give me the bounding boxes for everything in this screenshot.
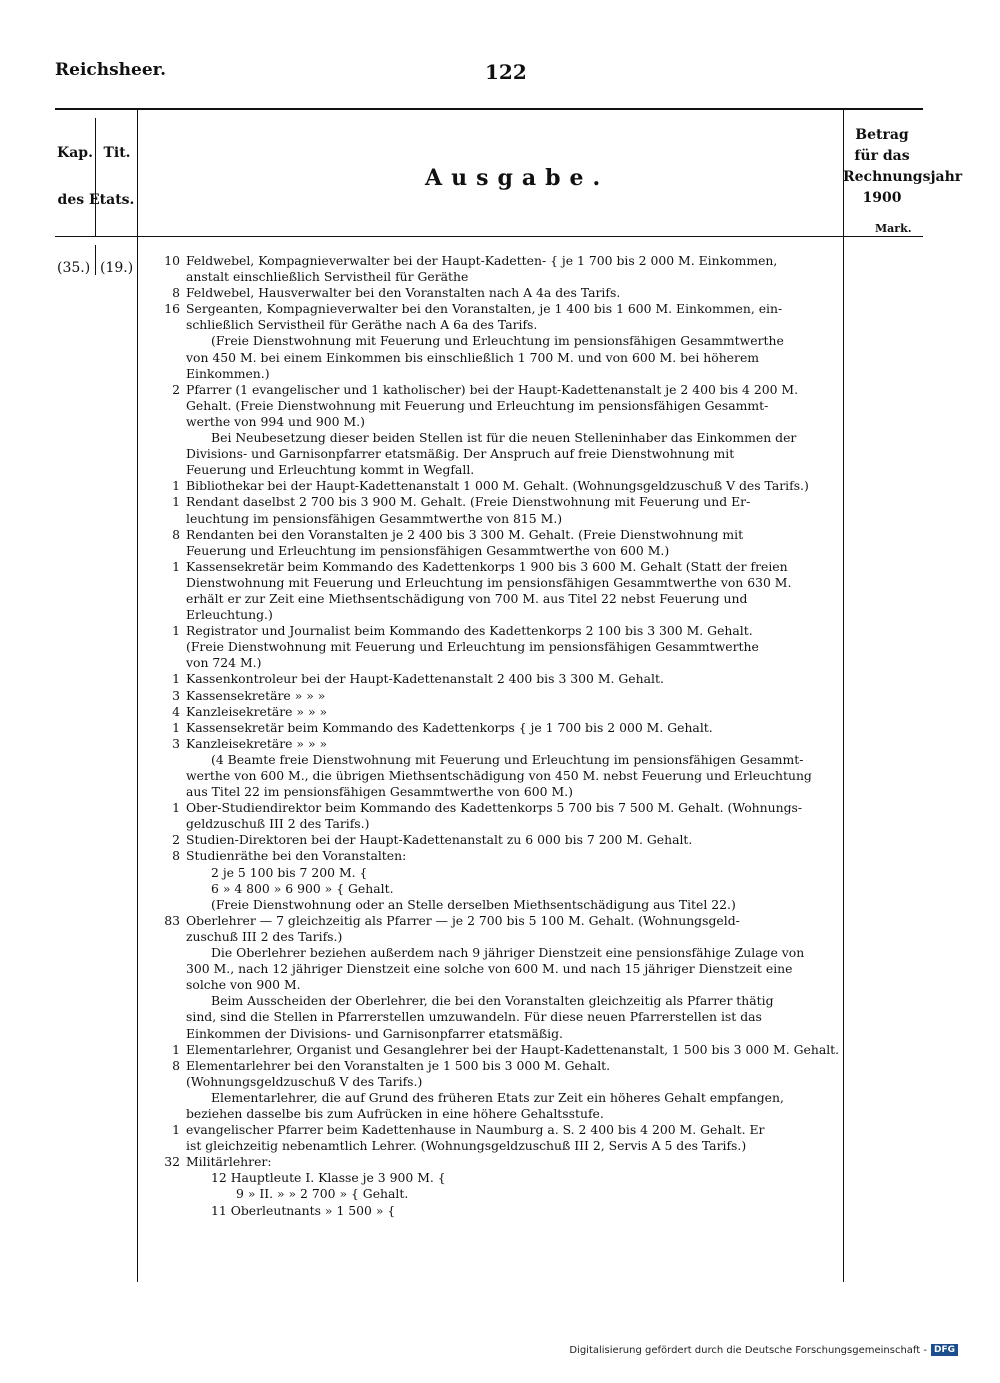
line-text: Die Oberlehrer beziehen außerdem nach 9 jähriger Dienstzeit eine pensionsfähige Zulage von [211,945,805,961]
line-text: Kassensekretäre » » » [186,687,326,703]
divider-kap-tit [95,118,96,236]
line-count: 1 [172,558,180,574]
line-text: (Wohnungsgeldzuschuß V des Tarifs.) [186,1073,423,1089]
text-line [150,752,843,768]
line-text: (Freie Dienstwohnung mit Feuerung und Erleuchtung im pensionsfähigen Gesammtwerthe [186,639,759,655]
ausgabe-body [150,253,843,1219]
text-line [150,1058,843,1074]
line-count: 1 [172,800,180,816]
text-line [150,607,843,623]
line-count: 2 [172,381,180,397]
line-text: Einkommen der Divisions- und Garnisonpfarrer etatsmäßig. [186,1025,563,1041]
line-count: 8 [172,285,180,301]
line-count [150,511,186,527]
text-line [150,285,843,301]
text-line [150,317,843,333]
line-count [150,1009,186,1025]
text-line [150,784,843,800]
line-text: 11 Oberleutnants » 1 500 » { [211,1202,396,1218]
line-text: erhält er zur Zeit eine Miethsentschädigung von 700 M. aus Titel 22 nebst Feuerung und [186,590,748,606]
text-line [150,478,843,494]
line-text: anstalt einschließlich Servistheil für Geräthe [186,269,469,285]
divider-text-betrag [843,110,844,1282]
kap-value: (35.) [57,260,91,276]
text-line [150,591,843,607]
line-count [150,865,186,881]
line-count [150,350,186,366]
line-count [150,768,186,784]
text-line [150,1090,843,1106]
text-line [150,301,843,317]
line-count [150,897,186,913]
text-line [150,639,843,655]
col-header-betrag: Betrag für das Rechnungsjahr 1900 [843,127,963,206]
line-text: Studien-Direktoren bei der Haupt-Kadettenanstalt zu 6 000 bis 7 200 M. Gehalt. [186,832,693,848]
line-count: 2 [172,832,180,848]
text-line [150,623,843,639]
text-line [150,1154,843,1170]
line-count [150,430,186,446]
line-count: 1 [172,1122,180,1138]
line-count: 1 [172,478,180,494]
line-count [150,1203,186,1219]
text-line [150,671,843,687]
line-count [150,398,186,414]
line-text: evangelischer Pfarrer beim Kadettenhause in Naumburg a. S. 2 400 bis 4 200 M. Gehalt. Er [186,1122,765,1138]
line-text: Gehalt. (Freie Dienstwohnung mit Feuerung und Erleuchtung im pensionsfähigen Gesammt- [186,397,769,413]
line-text: Studienräthe bei den Voranstalten: [186,848,407,864]
line-text: werthe von 600 M., die übrigen Miethsentschädigung von 450 M. nebst Feuerung und Erleuchtung [186,768,812,783]
text-line [150,333,843,349]
text-line [150,382,843,398]
line-text: Pfarrer (1 evangelischer und 1 katholischer) bei der Haupt-Kadettenanstalt je 2 400 bis 4 200 M. [186,381,799,397]
page-header [55,60,920,90]
line-text: werthe von 994 und 900 M.) [186,413,365,429]
text-line [150,462,843,478]
line-text: Oberlehrer — 7 gleichzeitig als Pfarrer — je 2 700 bis 5 100 M. Gehalt. (Wohnungsgeld- [186,912,740,928]
text-line [150,559,843,575]
line-text: Registrator und Journalist beim Kommando des Kadettenkorps 2 100 bis 3 300 M. Gehalt. [186,623,753,639]
text-line [150,1170,843,1186]
line-count: 4 [172,703,180,719]
line-count [150,1026,186,1042]
line-text: (Freie Dienstwohnung oder an Stelle derselben Miethsentschädigung aus Titel 22.) [211,896,736,912]
text-line [150,655,843,671]
text-line [150,1203,843,1219]
line-count [150,881,186,897]
line-text: Elementarlehrer bei den Voranstalten je 1 500 bis 3 000 M. Gehalt. [186,1057,611,1073]
line-count [150,333,186,349]
line-text: Erleuchtung.) [186,607,273,623]
line-count [150,945,186,961]
line-text: Feuerung und Erleuchtung im pensionsfähigen Gesammtwerthe von 600 M.) [186,542,670,558]
line-count: 1 [172,1041,180,1057]
text-line [150,1009,843,1025]
line-count [150,1170,186,1186]
line-text: 6 » 4 800 » 6 900 » { Gehalt. [211,880,394,896]
line-count: 8 [172,1057,180,1073]
line-count [150,591,186,607]
text-line [150,800,843,816]
line-text: zuschuß III 2 des Tarifs.) [186,928,343,944]
line-text: sind, sind die Stellen in Pfarrerstellen umzuwandeln. Für diese neuen Pfarrerstellen ist das [186,1009,762,1025]
line-text: Rendanten bei den Voranstalten je 2 400 bis 3 300 M. Gehalt. (Freie Dienstwohnung mit [186,526,744,542]
line-text: Sergeanten, Kompagnieverwalter bei den Voranstalten, je 1 400 bis 1 600 M. Einkommen, ein- [186,301,783,317]
section-title: Ausgabe. [425,165,610,191]
text-line [150,527,843,543]
text-line [150,897,843,913]
line-text: Elementarlehrer, die auf Grund des früheren Etats zur Zeit ein höheres Gehalt empfangen, [211,1089,784,1105]
line-text: aus Titel 22 im pensionsfähigen Gesammtwerthe von 600 M.) [186,784,573,800]
text-line [150,993,843,1009]
line-text: Dienstwohnung mit Feuerung und Erleuchtung im pensionsfähigen Gesammtwerthe von 630 M. [186,574,792,590]
line-text: (Freie Dienstwohnung mit Feuerung und Erleuchtung im pensionsfähigen Gesammtwerthe [211,333,784,349]
line-count [150,752,186,768]
line-text: Bei Neubesetzung dieser beiden Stellen ist für die neuen Stelleninhaber das Einkommen der [211,430,797,446]
line-count [150,816,186,832]
line-count [150,1138,186,1154]
text-line [150,446,843,462]
footer-text: Digitalisierung gefördert durch die Deutsche Forschungsgemeinschaft - [569,1344,927,1356]
line-text: Elementarlehrer, Organist und Gesanglehrer bei der Haupt-Kadettenanstalt, 1 500 bis 3 000 M. Gehalt. [186,1041,840,1057]
tit-value: (19.) [100,260,134,276]
line-text: Kanzleisekretäre » » » [186,703,328,719]
line-text: von 450 M. bei einem Einkommen bis einschließlich 1 700 M. und von 600 M. bei höherem [186,349,760,365]
line-count: 3 [172,735,180,751]
line-text: Kassensekretär beim Kommando des Kadettenkorps { je 1 700 bis 2 000 M. Gehalt. [186,719,713,735]
line-text: Militärlehrer: [186,1154,272,1170]
line-count [150,1106,186,1122]
text-line [150,945,843,961]
text-line [150,414,843,430]
line-count: 8 [172,526,180,542]
line-count [150,655,186,671]
line-count [150,639,186,655]
divider-tit-text [137,110,138,1282]
text-line [150,688,843,704]
line-count: 1 [172,719,180,735]
text-line [150,881,843,897]
text-line [150,1138,843,1154]
text-line [150,736,843,752]
col-header-mark: Mark. [875,222,912,235]
line-text: Ober-Studiendirektor beim Kommando des Kadettenkorps 5 700 bis 7 500 M. Gehalt. (Wohnungs- [186,800,803,816]
line-text: Kassenkontroleur bei der Haupt-Kadettenanstalt 2 400 bis 3 300 M. Gehalt. [186,671,664,687]
line-count [150,977,186,993]
line-count: 1 [172,494,180,510]
line-count: 8 [172,848,180,864]
text-line [150,913,843,929]
col-header-tit: Tit. [103,145,131,161]
line-text: Kassensekretär beim Kommando des Kadettenkorps 1 900 bis 3 600 M. Gehalt (Statt der freien [186,558,788,574]
text-line [150,977,843,993]
line-text: Divisions- und Garnisonpfarrer etatsmäßig. Der Anspruch auf freie Dienstwohnung mit [186,446,735,462]
line-text: 2 je 5 100 bis 7 200 M. { [211,864,368,880]
line-count [150,575,186,591]
line-text: 9 » II. » » 2 700 » { Gehalt. [236,1186,409,1202]
text-line [150,816,843,832]
text-line [150,929,843,945]
header-rule [55,236,923,237]
line-text: Beim Ausscheiden der Oberlehrer, die bei den Voranstalten gleichzeitig als Pfarrer thätig [211,993,774,1009]
line-count [150,446,186,462]
line-count [150,366,186,382]
line-text: Feuerung und Erleuchtung kommt in Wegfall. [186,462,475,478]
line-count [150,1074,186,1090]
line-text: von 724 M.) [186,655,262,671]
text-line [150,865,843,881]
text-line [150,511,843,527]
line-count [150,1186,186,1202]
text-line [150,1026,843,1042]
text-line [150,494,843,510]
line-count: 10 [164,253,180,268]
line-count [150,462,186,478]
col-header-des-etats: des Etats. [57,192,135,208]
divider-kap-tit-body [95,245,96,275]
line-count [150,961,186,977]
line-text: Kanzleisekretäre » » » [186,735,328,751]
text-line [150,848,843,864]
text-line [150,350,843,366]
budget-table [55,108,963,1282]
text-line [150,1074,843,1090]
text-line [150,1042,843,1058]
line-text: ist gleichzeitig nebenamtlich Lehrer. (Wohnungsgeldzuschuß III 2, Servis A 5 des Tarifs.) [186,1138,747,1154]
line-text: leuchtung im pensionsfähigen Gesammtwerthe von 815 M.) [186,510,563,526]
line-count [150,543,186,559]
dfg-logo: DFG [931,1344,958,1356]
col-header-kap: Kap. [57,145,93,161]
text-line [150,1106,843,1122]
text-line [150,768,843,784]
line-count: 16 [164,301,180,317]
text-line [150,704,843,720]
line-count: 1 [172,623,180,639]
text-line [150,832,843,848]
line-count [150,607,186,623]
footer [569,1344,958,1356]
line-text: 300 M., nach 12 jähriger Dienstzeit eine solche von 600 M. und nach 15 jähriger Dienstzeit eine [186,961,793,977]
text-line [150,575,843,591]
line-count [150,269,186,285]
line-count [150,929,186,945]
line-text: Feldwebel, Hausverwalter bei den Voranstalten nach A 4a des Tarifs. [186,285,621,301]
text-line [150,961,843,977]
line-text: geldzuschuß III 2 des Tarifs.) [186,816,370,832]
line-count [150,993,186,1009]
text-line [150,366,843,382]
line-text: 12 Hauptleute I. Klasse je 3 900 M. { [211,1170,446,1186]
line-count: 3 [172,687,180,703]
text-line [150,543,843,559]
running-head: Reichsheer. [55,60,166,80]
text-line [150,430,843,446]
line-text: Einkommen.) [186,365,270,381]
line-count: 1 [172,671,180,687]
line-text: Rendant daselbst 2 700 bis 3 900 M. Gehalt. (Freie Dienstwohnung mit Feuerung und Er- [186,494,751,510]
line-text: Feldwebel, Kompagnieverwalter bei der Haupt-Kadetten- { je 1 700 bis 2 000 M. Einkommen, [186,253,778,268]
line-count [150,317,186,333]
text-line [150,1122,843,1138]
line-text: solche von 900 M. [186,977,301,993]
line-text: Bibliothekar bei der Haupt-Kadettenanstalt 1 000 M. Gehalt. (Wohnungsgeldzuschuß V des Tarifs.) [186,478,809,494]
line-text: (4 Beamte freie Dienstwohnung mit Feuerung und Erleuchtung im pensionsfähigen Gesammt- [211,751,804,767]
line-count [150,1090,186,1106]
line-count: 32 [164,1154,180,1170]
text-line [150,720,843,736]
text-line [150,253,843,269]
line-count [150,784,186,800]
line-count [150,414,186,430]
text-line [150,398,843,414]
text-line [150,1186,843,1202]
line-text: beziehen dasselbe bis zum Aufrücken in eine höhere Gehaltsstufe. [186,1105,604,1121]
page-number: 122 [485,60,527,84]
text-line [150,269,843,285]
line-text: schließlich Servistheil für Geräthe nach A 6a des Tarifs. [186,317,538,333]
line-count: 83 [164,912,180,928]
